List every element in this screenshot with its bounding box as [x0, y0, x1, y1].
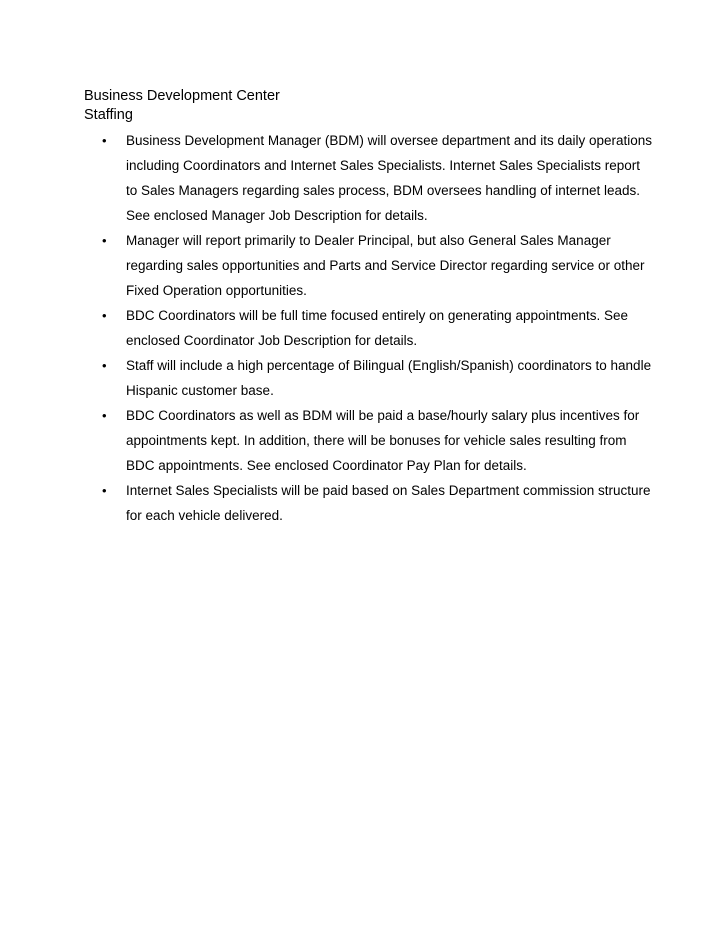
bullet-text: BDC Coordinators as well as BDM will be paid a base/hourly salary plus incentives for appointments kept. In addition, there will be bonuses for vehicle sales resulting from BDC appointments. See enclosed Coordinator Pay Plan for details. — [126, 408, 640, 473]
bullet-text: Manager will report primarily to Dealer Principal, but also General Sales Manager regarding sales opportunities and Parts and Service Director regarding service or other Fixed Operation opportunities. — [126, 233, 645, 298]
bullet-icon: • — [102, 233, 107, 248]
bullet-icon: • — [102, 408, 107, 423]
bullet-text: BDC Coordinators will be full time focused entirely on generating appointments. See enclosed Coordinator Job Description for details. — [126, 308, 629, 348]
staffing-bullet-list — [84, 128, 654, 528]
bullet-item — [84, 478, 654, 528]
bullet-text: Business Development Manager (BDM) will oversee department and its daily operations including Coordinators and Internet Sales Specialists. Internet Sales Specialists report to Sales Managers regarding sales process, BDM oversees handling of internet leads. See enclosed Manager Job Description for details. — [126, 133, 652, 223]
document-body — [84, 87, 654, 528]
bullet-item — [84, 353, 654, 403]
bullet-icon: • — [102, 308, 107, 323]
document-title: Business Development Center — [84, 88, 280, 104]
section-heading-staffing: Staffing — [84, 107, 133, 123]
bullet-icon: • — [102, 358, 107, 373]
bullet-item — [84, 403, 654, 478]
bullet-icon: • — [102, 133, 107, 148]
bullet-item — [84, 303, 654, 353]
bullet-item — [84, 128, 654, 228]
bullet-text: Internet Sales Specialists will be paid based on Sales Department commission structure for each vehicle delivered. — [126, 483, 651, 523]
bullet-icon: • — [102, 483, 107, 498]
bullet-item — [84, 228, 654, 303]
bullet-text: Staff will include a high percentage of Bilingual (English/Spanish) coordinators to handle Hispanic customer base. — [126, 358, 652, 398]
